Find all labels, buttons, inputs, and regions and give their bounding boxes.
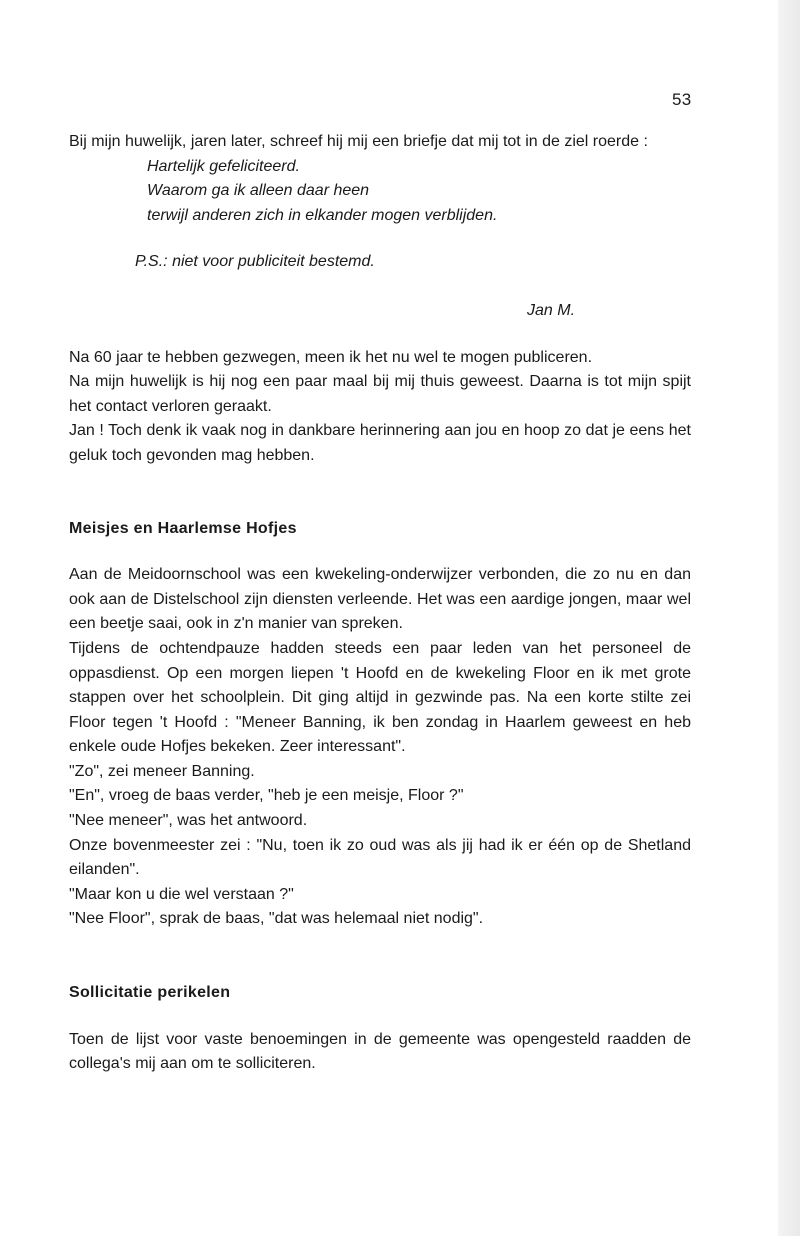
- poem-line: terwijl anderen zich in elkander mogen verblijden.: [147, 206, 498, 224]
- paragraph: Tijdens de ochtendpauze hadden steeds een paar leden van het personeel de oppasdienst. Op een morgen liepen 't Hoofd en de kwekeling Floor en ik met grote stappen over het schoolplein. Dit ging altijd in gezwinde pas. Na een korte stilte zei Floor tegen 't Hoofd : "Meneer Banning, ik ben zondag in Haarlem geweest en heb enkele oude Hofjes bekeken. Zeer interessant".: [69, 639, 691, 756]
- paragraph: "Maar kon u die wel verstaan ?": [69, 885, 294, 903]
- paragraph: Na mijn huwelijk is hij nog een paar maal bij mij thuis geweest. Daarna is tot mijn spijt het contact verloren geraakt.: [69, 373, 691, 415]
- section-heading: Meisjes en Haarlemse Hofjes: [69, 519, 297, 537]
- page-edge: [778, 0, 800, 1236]
- paragraph: Aan de Meidoornschool was een kwekeling-onderwijzer verbonden, die zo nu en dan ook aan de Distelschool zijn diensten verleende. Het was een aardige jongen, maar wel een beetje saai, ook in z'n manier van spreken.: [69, 566, 691, 633]
- signature: Jan M.: [527, 301, 576, 319]
- poem-line: Waarom ga ik alleen daar heen: [147, 182, 370, 200]
- paragraph: Toen de lijst voor vaste benoemingen in de gemeente was opengesteld raadden de collega's mij aan om te solliciteren.: [69, 1030, 691, 1073]
- section-heading: Sollicitatie perikelen: [69, 984, 231, 1002]
- section3: [69, 1028, 691, 1077]
- poem: [69, 155, 691, 229]
- paragraph: Jan ! Toch denk ik vaak nog in dankbare herinnering aan jou en hoop zo dat je eens het geluk toch gevonden mag hebben.: [69, 422, 691, 464]
- postscript: P.S.: niet voor publiciteit bestemd.: [135, 253, 375, 271]
- paragraph: Na 60 jaar te hebben gezwegen, meen ik het nu wel te mogen publiceren.: [69, 348, 593, 366]
- section2: [69, 563, 691, 932]
- paragraph: "Nee Floor", sprak de baas, "dat was helemaal niet nodig".: [69, 910, 484, 928]
- intro-line: Bij mijn huwelijk, jaren later, schreef hij mij een briefje dat mij tot in de ziel roerde :: [69, 133, 648, 150]
- paragraph: "En", vroeg de baas verder, "heb je een meisje, Floor ?": [69, 787, 464, 805]
- paragraph: Onze bovenmeester zei : "Nu, toen ik zo oud was als jij had ik er één op de Shetland eilanden".: [69, 836, 691, 879]
- paragraph: "Zo", zei meneer Banning.: [69, 762, 255, 780]
- page-number: 53: [672, 90, 692, 109]
- page-content: [69, 130, 691, 1077]
- poem-line: Hartelijk gefeliciteerd.: [147, 157, 300, 175]
- section1: [69, 346, 691, 469]
- paragraph: "Nee meneer", was het antwoord.: [69, 812, 308, 830]
